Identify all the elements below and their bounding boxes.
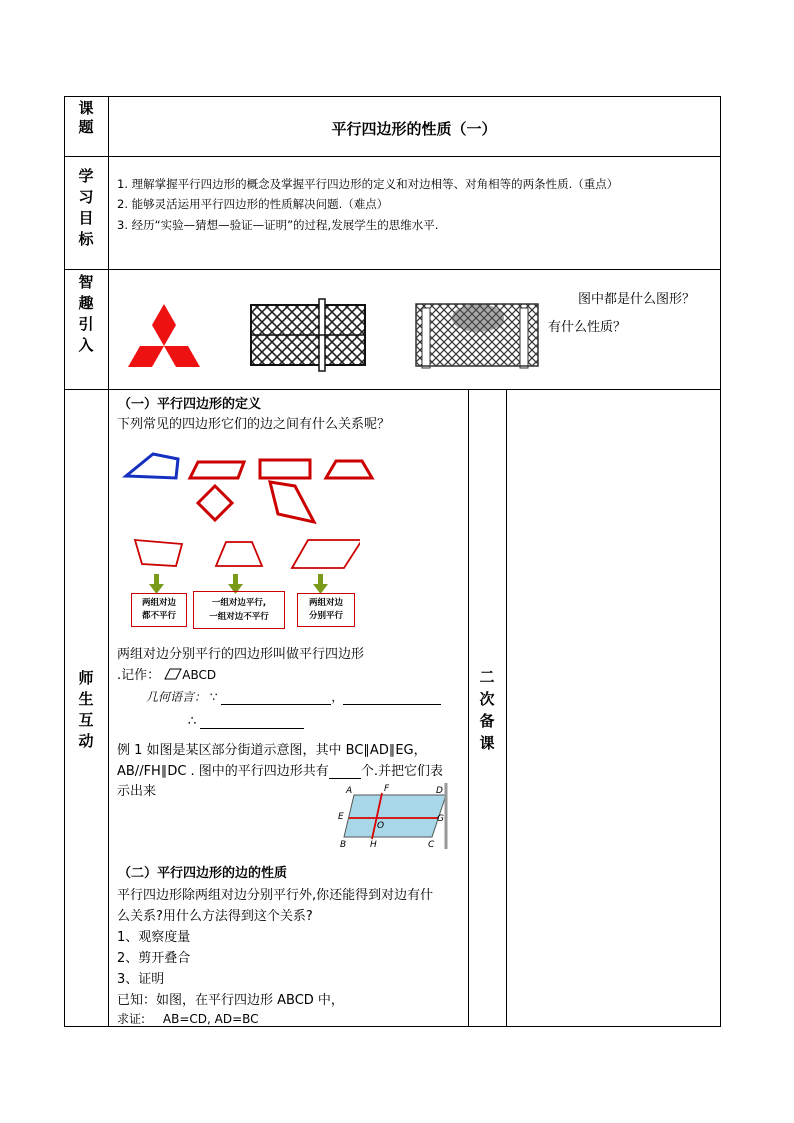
blank-3[interactable] — [200, 714, 304, 729]
label-keti: 课 题 — [78, 99, 94, 136]
blank-1[interactable] — [221, 690, 331, 705]
given-statement: 已知：如图，在平行四边形 ABCD 中， — [117, 993, 344, 1008]
quadrilaterals-figure — [118, 446, 388, 528]
intro-question-1: 图中都是什么图形？ — [578, 292, 696, 307]
page-title: 平行四边形的性质（一） — [331, 120, 497, 138]
lattice-fence-image-1 — [247, 297, 369, 373]
mitsubishi-logo-image — [122, 300, 206, 376]
point-label-C: C — [428, 840, 435, 850]
geometry-language-line: 几何语言： ∵ ， — [146, 688, 441, 705]
row-divider-2 — [64, 269, 720, 270]
section2-line2: 么关系?用什么方法得到这个关系? — [117, 909, 313, 924]
point-label-H: H — [370, 840, 377, 850]
section2-line1: 平行四边形除两组对边分别平行外,你还能得到对边有什 — [117, 888, 434, 903]
parallelogram-definition: 两组对边分别平行的四边形叫做平行四边形 — [117, 647, 365, 662]
objective-3: 3. 经历“实验—猜想—验证—证明”的过程,发展学生的思维水平. — [117, 218, 439, 232]
method-3: 3、证明 — [117, 972, 165, 987]
point-label-A: A — [346, 786, 353, 796]
label-column-divider — [108, 96, 109, 1027]
section2-heading: （二）平行四边形的边的性质 — [118, 866, 288, 881]
method-2: 2、剪开叠合 — [117, 951, 191, 966]
label-xuexi-mubiao: 学 习 目 标 — [78, 167, 94, 248]
classification-box-3: 两组对边 分别平行 — [297, 593, 355, 627]
point-label-O: O — [377, 821, 385, 831]
label-zhiqu-yinru: 智 趣 引 入 — [78, 273, 94, 354]
therefore-line: ∴ — [188, 714, 304, 729]
section1-question: 下列常见的四边形它们的边之间有什么关系呢？ — [117, 417, 391, 432]
lattice-fence-image-2 — [412, 294, 542, 374]
point-label-B: B — [340, 840, 347, 850]
notation-line: .记作： ABCD — [117, 668, 217, 683]
objective-1: 1. 理解掌握平行四边形的概念及掌握平行四边形的定义和对边相等、对角相等的两条性质.（重点） — [117, 177, 619, 191]
section1-heading: （一）平行四边形的定义 — [118, 397, 262, 412]
point-label-E: E — [338, 812, 344, 822]
blank-2[interactable] — [343, 690, 441, 705]
point-label-D: D — [436, 786, 443, 796]
label-erci-beike: 二 次 备 课 — [479, 668, 495, 752]
classification-box-1: 两组对边 都不平行 — [131, 593, 187, 627]
street-diagram — [334, 781, 454, 851]
intro-question-2: 有什么性质？ — [548, 320, 627, 335]
objective-2: 2. 能够灵活运用平行四边形的性质解决问题.（难点） — [117, 197, 389, 211]
point-label-F: F — [384, 784, 390, 794]
classification-box-2: 一组对边平行, 一组对边不平行 — [193, 591, 285, 629]
blank-count[interactable] — [329, 764, 361, 779]
point-label-G: G — [437, 814, 444, 824]
table-right-border — [720, 96, 721, 1027]
parallelogram-symbol-icon — [164, 668, 182, 680]
method-1: 1、观察度量 — [117, 930, 191, 945]
label-shisheng-hudong: 师 生 互 动 — [78, 669, 94, 750]
quadrilateral-classification-figure — [130, 536, 360, 598]
table-top-border — [64, 96, 720, 97]
row-divider-3 — [64, 389, 720, 390]
prove-statement: 求证: AB=CD, AD=BC — [117, 1012, 259, 1026]
table-left-border — [64, 96, 65, 1027]
example1-line1: 例 1 如图是某区部分街道示意图，其中 BC∥AD∥EG， — [117, 743, 427, 758]
row-divider-1 — [64, 156, 720, 157]
example1-line2: AB//FH∥DC . 图中的平行四边形共有 个.并把它们表 — [117, 764, 443, 779]
example1-line3: 示出来 — [117, 784, 157, 799]
